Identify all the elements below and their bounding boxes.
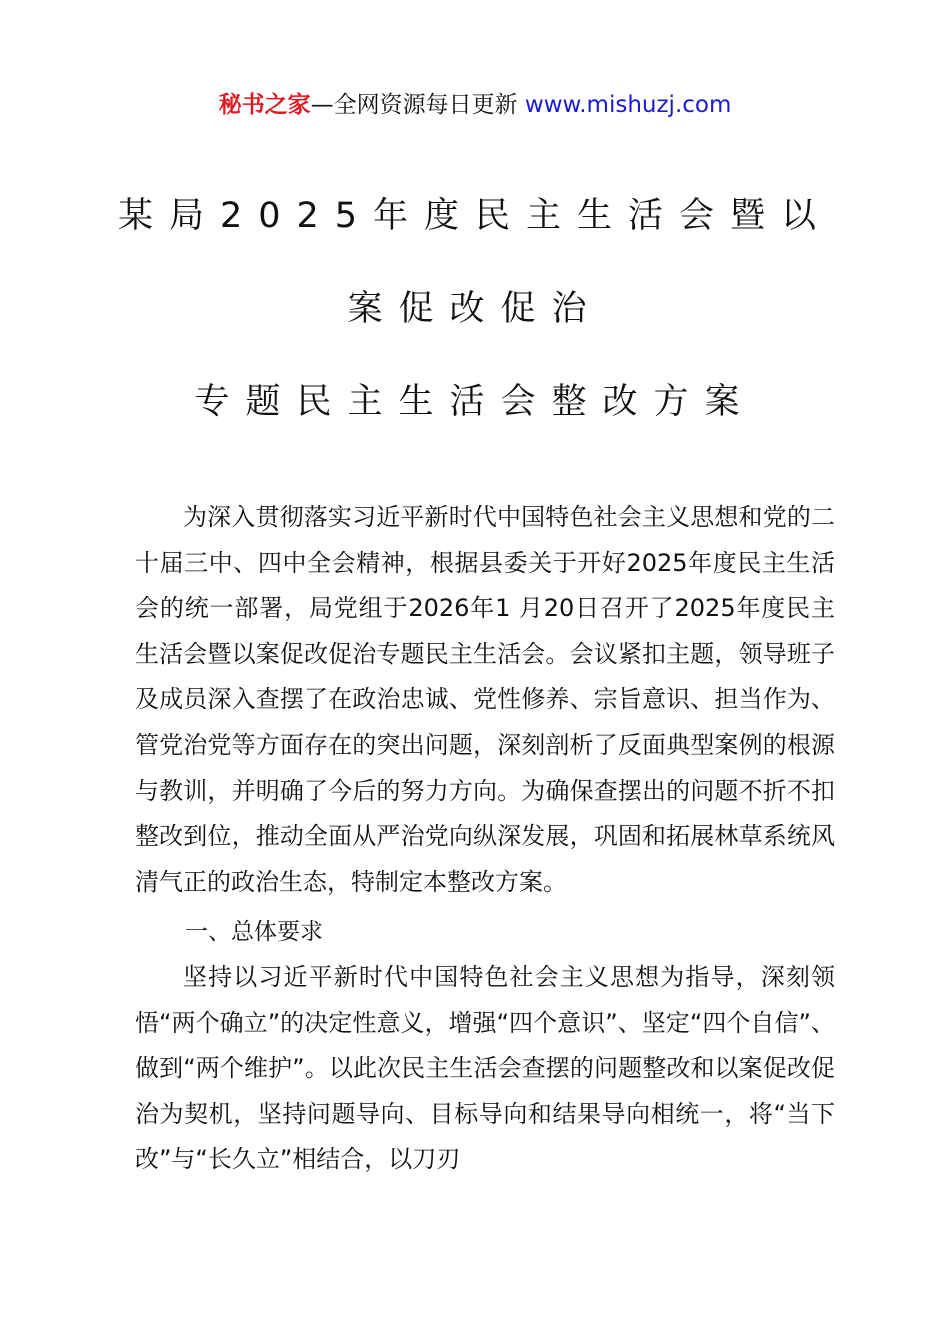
site-tagline: —全网资源每日更新	[310, 92, 518, 118]
paragraph-text: 坚持以习近平新时代中国特色社会主义思想为指导，深刻领悟“两个确立”的决定性意义，增强“四个意识”、坚定“四个自信”、做到“两个维护”。以此次民主生活会查摆的问题整改和以案促改促治为契机，坚持问题导向、目标导向和结果导向相统一，将“当下改”与“长久立”相结合，以刀刃	[135, 963, 835, 1174]
body-paragraph-intro	[135, 495, 835, 905]
document-title-line-3: 专题民主生活会整改方案	[194, 382, 756, 422]
site-brand: 秘书之家	[218, 92, 311, 118]
body-paragraph-requirements	[135, 955, 835, 1183]
section-heading-general-requirements: 一、总体要求	[185, 919, 323, 945]
site-header-banner	[0, 88, 950, 122]
document-title-line-2: 案促改促治	[347, 289, 603, 329]
site-url-link[interactable]: www.mishuzj.com	[524, 92, 732, 118]
paragraph-text: 为深入贯彻落实习近平新时代中国特色社会主义思想和党的二十届三中、四中全会精神，根据县委关于开好2025年度民主生活会的统一部署，局党组于2026年1 月20日召开了2025年度民主生活会暨以案促改促治专题民主生活会。会议紧扣主题，领导班子及成员深入查摆了在政治忠诚、党性修养、宗旨意识、担当作为、管党治党等方面存在的突出问题，深刻剖析了反面典型案例的根源与教训，并明确了今后的努力方向。为确保查摆出的问题不折不扣整改到位，推动全面从严治党向纵深发展，巩固和拓展林草系统风清气正的政治生态，特制定本整改方案。	[135, 503, 835, 896]
document-title-line-1: 某局2025年度民主生活会暨以	[117, 196, 833, 236]
